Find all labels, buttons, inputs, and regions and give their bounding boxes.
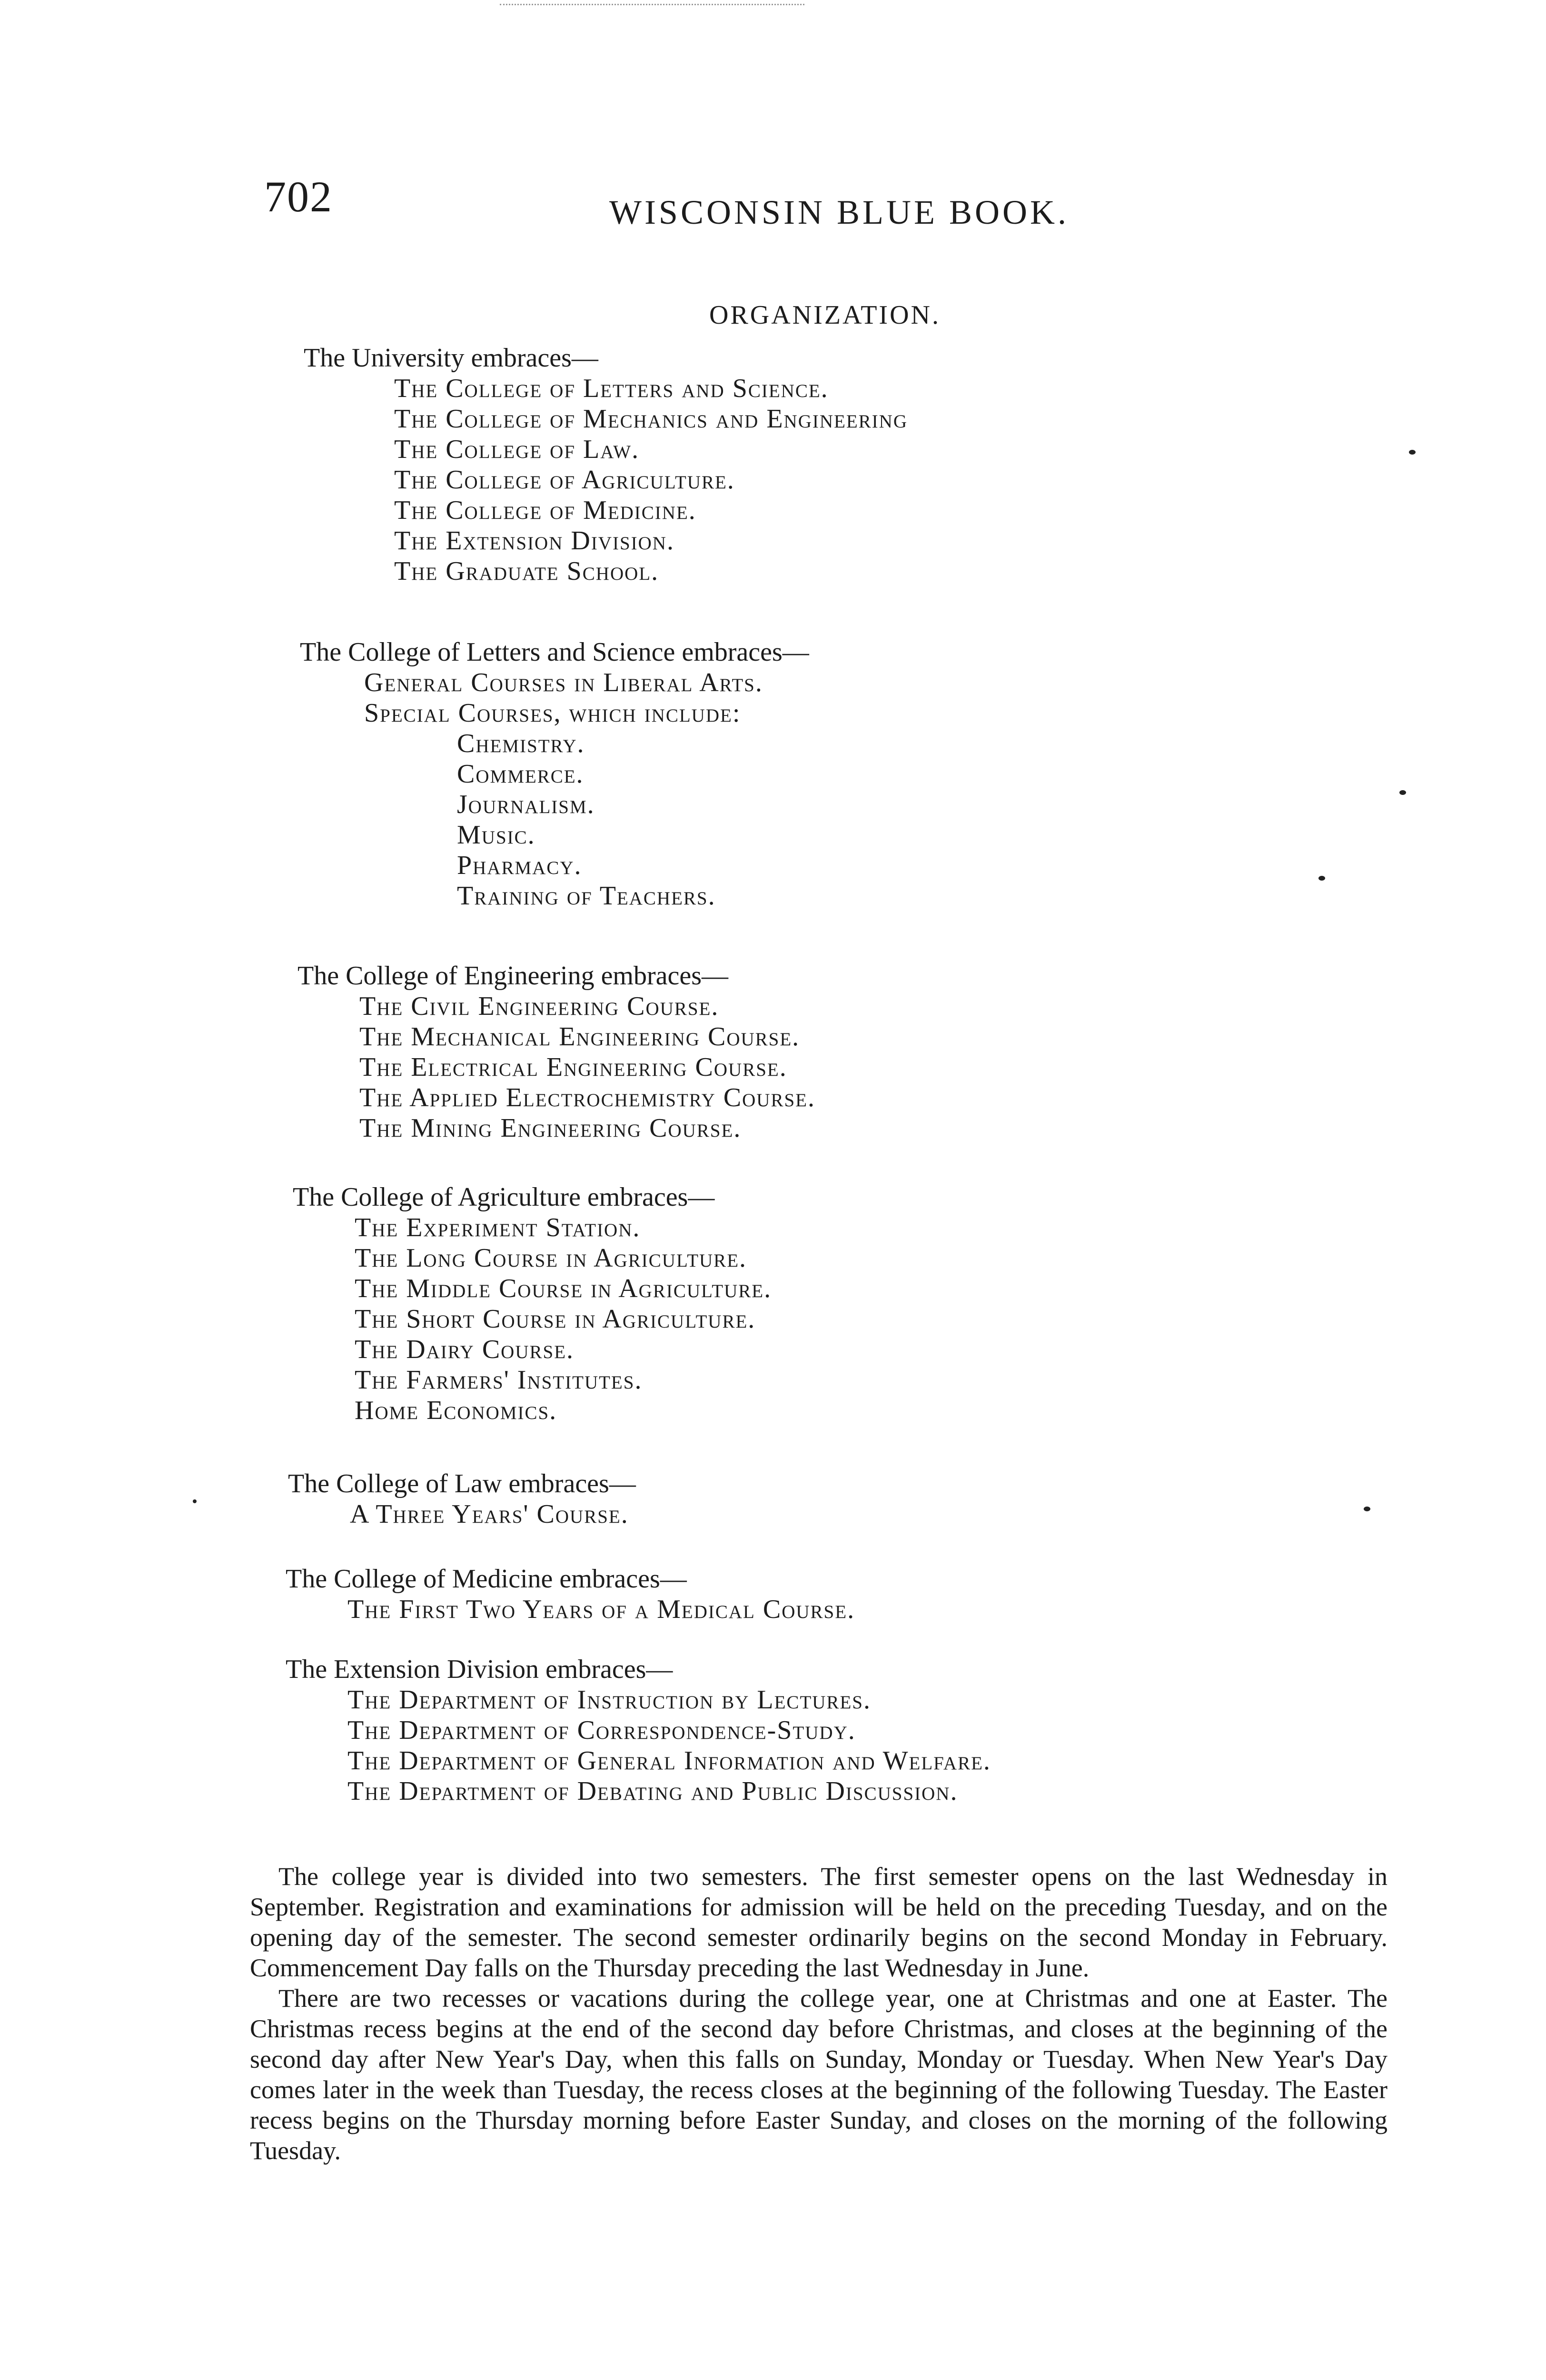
body-text (250, 1861, 1387, 2166)
list-item: Special Courses, which include: (364, 698, 741, 728)
list-item: Pharmacy. (457, 851, 582, 880)
university-block (304, 343, 908, 586)
medicine-block (286, 1564, 855, 1625)
agriculture-block (293, 1182, 772, 1426)
list-item: The Department of General Information and Welfare. (347, 1746, 991, 1775)
list-item: Home Economics. (355, 1396, 557, 1425)
letters-science-block (300, 637, 809, 911)
print-speck (1318, 876, 1325, 881)
list-item: Commerce. (457, 759, 584, 789)
running-head: WISCONSIN BLUE BOOK. (609, 193, 1069, 231)
letters-science-list (300, 667, 809, 911)
list-item: The Experiment Station. (355, 1213, 641, 1242)
medicine-intro: The College of Medicine embraces— (286, 1564, 687, 1594)
list-item: The Applied Electrochemistry Course. (359, 1083, 815, 1112)
list-item: The Farmers' Institutes. (355, 1365, 643, 1395)
list-item: The Long Course in Agriculture. (355, 1243, 747, 1273)
law-list (288, 1499, 636, 1529)
list-item: The First Two Years of a Medical Course. (347, 1595, 855, 1624)
list-item: The College of Mechanics and Engineering (394, 404, 908, 434)
list-item: The Department of Debating and Public Discussion. (347, 1776, 958, 1806)
print-speck (1399, 790, 1406, 795)
special-courses-list (364, 728, 809, 911)
list-item: The College of Letters and Science. (394, 374, 829, 403)
list-item: Journalism. (457, 790, 595, 819)
list-item: The Graduate School. (394, 556, 659, 586)
letters-science-intro: The College of Letters and Science embraces— (300, 637, 809, 667)
extension-block (286, 1654, 991, 1806)
law-block (288, 1468, 636, 1529)
list-item: The Electrical Engineering Course. (359, 1052, 787, 1082)
extension-intro: The Extension Division embraces— (286, 1655, 673, 1684)
print-speck (193, 1499, 197, 1503)
agriculture-intro: The College of Agriculture embraces— (293, 1182, 715, 1212)
engineering-list (297, 991, 815, 1143)
engineering-intro: The College of Engineering embraces— (297, 961, 728, 991)
list-item: The Department of Instruction by Lectures. (347, 1685, 871, 1715)
list-item: The Middle Course in Agriculture. (355, 1274, 772, 1303)
list-item: A Three Years' Course. (350, 1499, 629, 1529)
law-intro: The College of Law embraces— (288, 1469, 636, 1498)
list-item: Chemistry. (457, 729, 585, 758)
page-number: 702 (264, 172, 333, 221)
print-speck (1364, 1507, 1370, 1511)
paragraph-recesses: There are two recesses or vacations during the college year, one at Christmas and one at Easter. The Christmas recess begins at the end of the second day before Christmas, and closes at the beginning of the second day after New Year's Day, when this falls on Sunday, Monday or Tuesday. When New Year's Day comes later in the week than Tuesday, the recess closes at the beginning of the following Tuesday. The Easter recess begins on the Thursday morning before Easter Sunday, and closes on the morning of the following Tuesday. (250, 1984, 1387, 2165)
list-item: Training of Teachers. (457, 881, 716, 911)
list-item: The Short Course in Agriculture. (355, 1304, 756, 1334)
list-item: The College of Law. (394, 435, 640, 464)
list-item: The Civil Engineering Course. (359, 992, 719, 1021)
print-speck (1409, 450, 1416, 455)
list-item: The Mining Engineering Course. (359, 1113, 742, 1143)
extension-list (286, 1685, 991, 1806)
list-item: The Department of Correspondence-Study. (347, 1716, 856, 1745)
list-item: The Mechanical Engineering Course. (359, 1022, 800, 1051)
engineering-block (297, 961, 815, 1143)
paragraph-semesters: The college year is divided into two semesters. The first semester opens on the last Wednesday in September. Registration and examinations for admission will be held on the preceding Tuesday, and on the opening day of the semester. The second semester ordinarily begins on the second Monday in February. Commencement Day falls on the Thursday preceding the last Wednesday in June. (250, 1862, 1387, 1982)
university-intro: The University embraces— (304, 343, 598, 373)
medicine-list (286, 1594, 855, 1625)
university-list (304, 373, 908, 586)
list-item: The College of Medicine. (394, 496, 696, 525)
list-item: The Dairy Course. (355, 1335, 575, 1364)
section-title: ORGANIZATION. (709, 300, 941, 330)
list-item: The Extension Division. (394, 526, 674, 555)
list-item: Music. (457, 820, 535, 850)
list-item: General Courses in Liberal Arts. (364, 668, 763, 697)
list-item: The College of Agriculture. (394, 465, 735, 495)
top-print-mark (500, 4, 804, 8)
agriculture-list (293, 1212, 772, 1426)
